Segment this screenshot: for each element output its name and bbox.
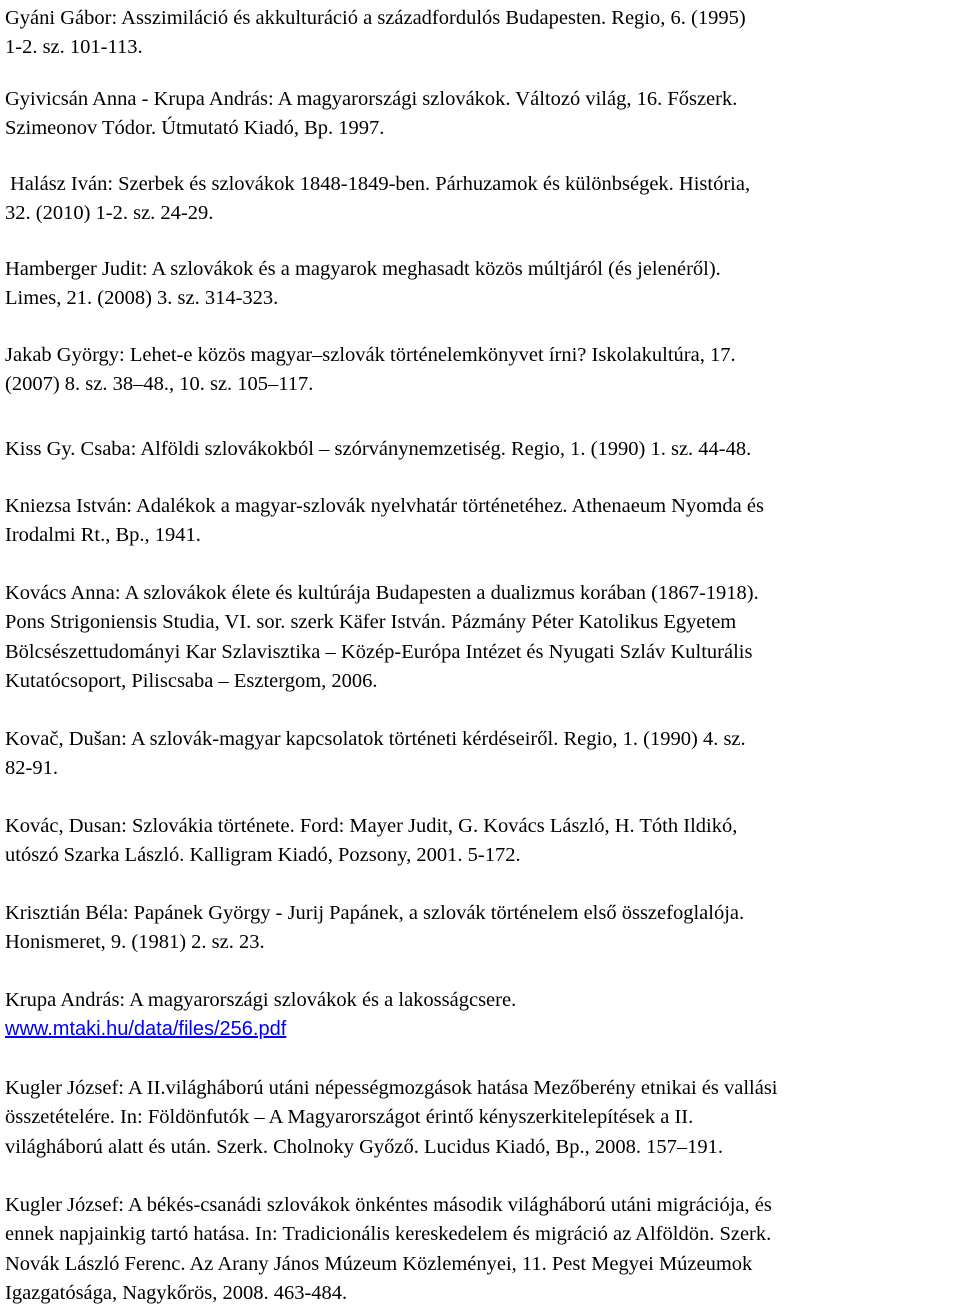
reference-line: Kiss Gy. Csaba: Alföldi szlovákokból – szórványnemzetiség. Regio, 1. (1990) 1. sz. 44-48.	[5, 438, 752, 460]
reference-line: Halász Iván: Szerbek és szlovákok 1848-1849-ben. Párhuzamok és különbségek. História,	[10, 173, 751, 195]
reference-line: összetételére. In: Földönfutók – A Magyarországot érintő kényszerkitelepítések a II.	[5, 1106, 694, 1129]
reference-line: Gyáni Gábor: Asszimiláció és akkulturáció a századfordulós Budapesten. Regio, 6. (1995)	[5, 7, 746, 29]
reference-kovac-1990	[5, 725, 955, 784]
reference-line: 1-2. sz. 101-113.	[5, 36, 143, 59]
reference-line: Gyivicsán Anna - Krupa András: A magyarországi szlovákok. Változó világ, 16. Főszerk.	[5, 88, 738, 110]
reference-line: Kugler József: A békés-csanádi szlovákok önkéntes második világháború utáni migrációja, és	[5, 1194, 772, 1216]
reference-line: Szimeonov Tódor. Útmutató Kiadó, Bp. 1997.	[5, 117, 385, 140]
reference-line: Igazgatósága, Nagykőrös, 2008. 463-484.	[5, 1281, 348, 1304]
reference-line: Pons Strigoniensis Studia, VI. sor. szerk Käfer István. Pázmány Péter Katolikus Egyetem	[5, 611, 737, 634]
reference-kovacs-anna	[5, 579, 955, 696]
reference-line: Kugler József: A II.világháború utáni népességmozgások hatása Mezőberény etnikai és vallási	[5, 1077, 778, 1099]
reference-line: Novák László Ferenc. Az Arany János Múzeum Közleményei, 11. Pest Megyei Múzeumok	[5, 1252, 753, 1275]
pdf-link[interactable]: www.mtaki.hu/data/files/256.pdf	[5, 1018, 287, 1041]
reference-line: utószó Szarka László. Kalligram Kiadó, Pozsony, 2001. 5-172.	[5, 844, 521, 867]
reference-line: Kutatócsoport, Piliscsaba – Esztergom, 2006.	[5, 669, 378, 692]
reference-line: Limes, 21. (2008) 3. sz. 314-323.	[5, 287, 279, 310]
reference-line: 32. (2010) 1-2. sz. 24-29.	[5, 202, 214, 225]
reference-kugler-mezobereny	[5, 1074, 955, 1162]
reference-line: Krisztián Béla: Papánek György - Jurij Papánek, a szlovák történelem első összefoglalója.	[5, 902, 745, 924]
reference-line: Hamberger Judit: A szlovákok és a magyarok meghasadt közös múltjáról (és jelenéről).	[5, 258, 721, 280]
reference-krupa	[5, 986, 955, 1045]
reference-kugler-bekes	[5, 1191, 955, 1308]
reference-gyivicsan	[5, 85, 955, 144]
reference-line: Kovács Anna: A szlovákok élete és kultúrája Budapesten a dualizmus korában (1867-1918).	[5, 582, 759, 604]
reference-jakab	[5, 341, 955, 400]
reference-kiss	[5, 435, 955, 464]
reference-hamberger	[5, 255, 955, 314]
reference-gyani	[5, 4, 955, 63]
reference-halasz	[5, 170, 955, 229]
reference-krisztian	[5, 899, 955, 958]
reference-line: Kniezsa István: Adalékok a magyar-szlovák nyelvhatár történetéhez. Athenaeum Nyomda és	[5, 495, 764, 517]
reference-line: Honismeret, 9. (1981) 2. sz. 23.	[5, 931, 265, 954]
reference-line: Bölcsészettudományi Kar Szlavisztika – Közép-Európa Intézet és Nyugati Szláv Kulturális	[5, 640, 753, 663]
reference-line: Krupa András: A magyarországi szlovákok és a lakosságcsere.	[5, 989, 517, 1011]
reference-line: világháború alatt és után. Szerk. Cholnoky Győző. Lucidus Kiadó, Bp., 2008. 157–191.	[5, 1135, 723, 1158]
reference-kniezsa	[5, 492, 955, 551]
reference-kovac-2001	[5, 812, 955, 871]
reference-line: Jakab György: Lehet-e közös magyar–szlovák történelemkönyvet írni? Iskolakultúra, 17.	[5, 344, 736, 366]
reference-line: Irodalmi Rt., Bp., 1941.	[5, 524, 201, 547]
reference-line: (2007) 8. sz. 38–48., 10. sz. 105–117.	[5, 373, 314, 396]
reference-line: Kovác, Dusan: Szlovákia története. Ford: Mayer Judit, G. Kovács László, H. Tóth Ildikó,	[5, 815, 738, 837]
reference-line: 82-91.	[5, 757, 58, 780]
reference-line: ennek napjainkig tartó hatása. In: Tradicionális kereskedelem és migráció az Alföldön. Szerk.	[5, 1223, 772, 1246]
reference-line: Kovač, Dušan: A szlovák-magyar kapcsolatok történeti kérdéseiről. Regio, 1. (1990) 4. sz.	[5, 728, 746, 750]
